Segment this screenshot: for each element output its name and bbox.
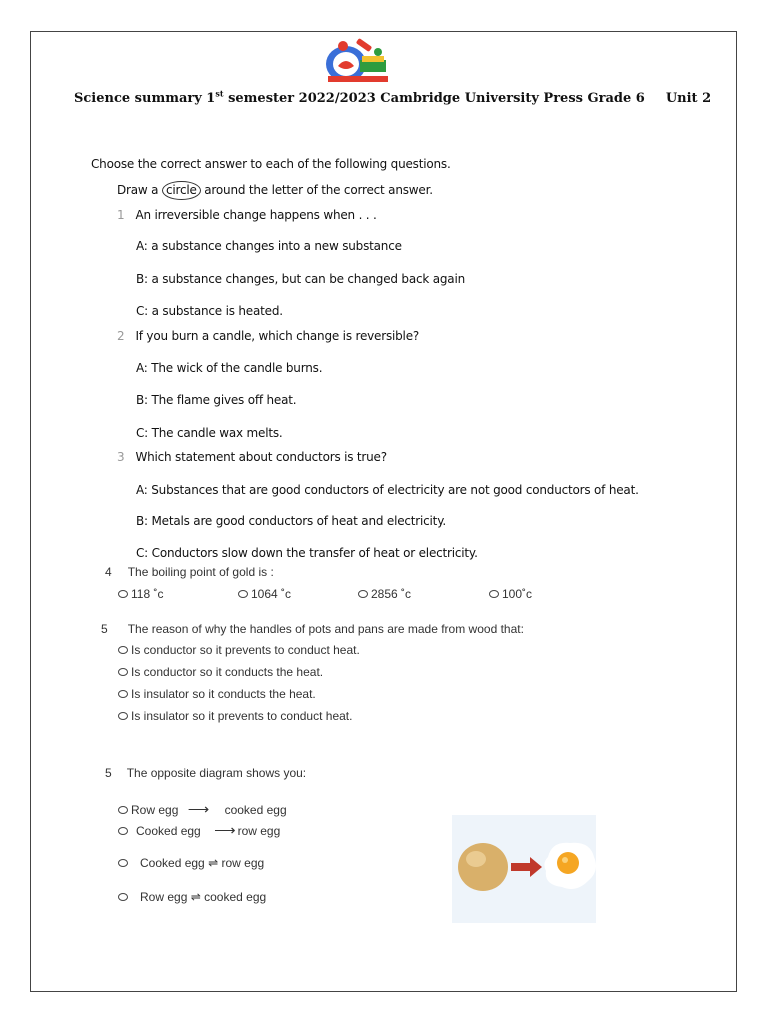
question-3 <box>117 450 387 464</box>
question-number: 2 <box>117 329 125 343</box>
question-5 <box>101 622 524 636</box>
option-label: 2856 ˚c <box>371 587 412 601</box>
instructions-text-rest: around the letter of the correct answer. <box>200 183 433 197</box>
q3-option-b[interactable]: B: Metals are good conductors of heat and electricity. <box>136 514 446 528</box>
instructions-text: Draw a <box>117 183 162 197</box>
radio-icon[interactable] <box>489 590 499 598</box>
q6-option-3[interactable] <box>118 856 264 870</box>
page-title <box>74 88 712 106</box>
question-text: The reason of why the handles of pots and pans are made from wood that: <box>127 622 524 636</box>
radio-icon[interactable] <box>118 712 128 720</box>
question-number: 5 <box>105 766 112 780</box>
q1-option-b[interactable]: B: a substance changes, but can be changed back again <box>136 272 466 286</box>
title-text-rest: semester 2022/2023 Cambridge University Press Grade 6 <box>223 91 645 106</box>
q6-option-2[interactable] <box>118 821 280 839</box>
circled-word: circle <box>162 181 201 200</box>
option-left: Cooked egg <box>140 856 205 870</box>
q4-option-1[interactable] <box>118 587 163 601</box>
question-2 <box>117 329 419 343</box>
question-text: If you burn a candle, which change is reversible? <box>135 329 420 343</box>
question-text: An irreversible change happens when . . . <box>135 208 377 222</box>
option-label: Is conductor so it prevents to conduct heat. <box>131 643 360 657</box>
option-label: Is insulator so it conducts the heat. <box>131 687 316 701</box>
arrow-icon: ⟶ <box>187 801 210 818</box>
q2-option-b[interactable]: B: The flame gives off heat. <box>136 393 297 407</box>
arrow-shaft <box>511 863 531 871</box>
radio-icon[interactable] <box>238 590 248 598</box>
egg-cooking-diagram <box>452 815 596 923</box>
question-number: 1 <box>117 208 125 222</box>
question-number: 4 <box>105 565 112 579</box>
option-left: Row egg <box>131 803 179 817</box>
radio-icon[interactable] <box>118 893 128 901</box>
q2-option-c[interactable]: C: The candle wax melts. <box>136 426 283 440</box>
school-logo <box>316 36 392 86</box>
option-right: row egg <box>237 824 281 838</box>
q4-option-4[interactable] <box>489 587 532 601</box>
radio-icon[interactable] <box>118 859 128 867</box>
radio-icon[interactable] <box>118 690 128 698</box>
radio-icon[interactable] <box>118 806 128 814</box>
instructions-line2 <box>117 181 433 200</box>
q4-option-3[interactable] <box>358 587 411 601</box>
q4-option-2[interactable] <box>238 587 291 601</box>
q5-option-2[interactable] <box>118 665 323 679</box>
question-text: Which statement about conductors is true? <box>135 450 387 464</box>
instructions-line1: Choose the correct answer to each of the following questions. <box>91 157 451 171</box>
q6-option-4[interactable] <box>118 890 266 904</box>
title-superscript: st <box>215 88 224 99</box>
unit-label: Unit 2 <box>665 91 712 106</box>
radio-icon[interactable] <box>118 646 128 654</box>
q5-option-1[interactable] <box>118 643 360 657</box>
q3-option-a[interactable]: A: Substances that are good conductors of electricity are not good conductors of heat. <box>136 483 639 497</box>
q1-option-a[interactable]: A: a substance changes into a new substance <box>136 239 402 253</box>
question-text: The boiling point of gold is : <box>127 565 274 579</box>
question-text: The opposite diagram shows you: <box>126 766 307 780</box>
q3-option-c[interactable]: C: Conductors slow down the transfer of heat or electricity. <box>136 546 478 560</box>
option-label: 118 ˚c <box>131 587 164 601</box>
q6-option-1[interactable] <box>118 800 287 818</box>
question-number: 3 <box>117 450 125 464</box>
question-6 <box>105 766 306 780</box>
raw-egg-icon <box>458 843 508 891</box>
title-text: Science summary 1 <box>74 91 216 106</box>
option-right: row egg <box>221 856 265 870</box>
question-1 <box>117 208 377 222</box>
option-label: Is insulator so it prevents to conduct heat. <box>131 709 353 723</box>
page-frame <box>30 31 737 992</box>
radio-icon[interactable] <box>118 668 128 676</box>
q5-option-4[interactable] <box>118 709 352 723</box>
option-right: cooked egg <box>224 803 287 817</box>
option-label: Is conductor so it conducts the heat. <box>131 665 324 679</box>
option-left: Cooked egg <box>136 824 201 838</box>
equilibrium-arrow-icon: ⇌ <box>208 856 219 870</box>
question-4 <box>105 565 274 579</box>
radio-icon[interactable] <box>118 590 128 598</box>
equilibrium-arrow-icon: ⇌ <box>190 890 201 904</box>
option-label: 100˚c <box>502 587 533 601</box>
option-label: 1064 ˚c <box>251 587 292 601</box>
option-right: cooked egg <box>204 890 267 904</box>
option-left: Row egg <box>140 890 188 904</box>
radio-icon[interactable] <box>358 590 368 598</box>
q1-option-c[interactable]: C: a substance is heated. <box>136 304 283 318</box>
arrow-icon: ⟶ <box>214 822 236 839</box>
radio-icon[interactable] <box>118 827 128 835</box>
q5-option-3[interactable] <box>118 687 316 701</box>
q2-option-a[interactable]: A: The wick of the candle burns. <box>136 361 323 375</box>
question-number: 5 <box>101 622 108 636</box>
